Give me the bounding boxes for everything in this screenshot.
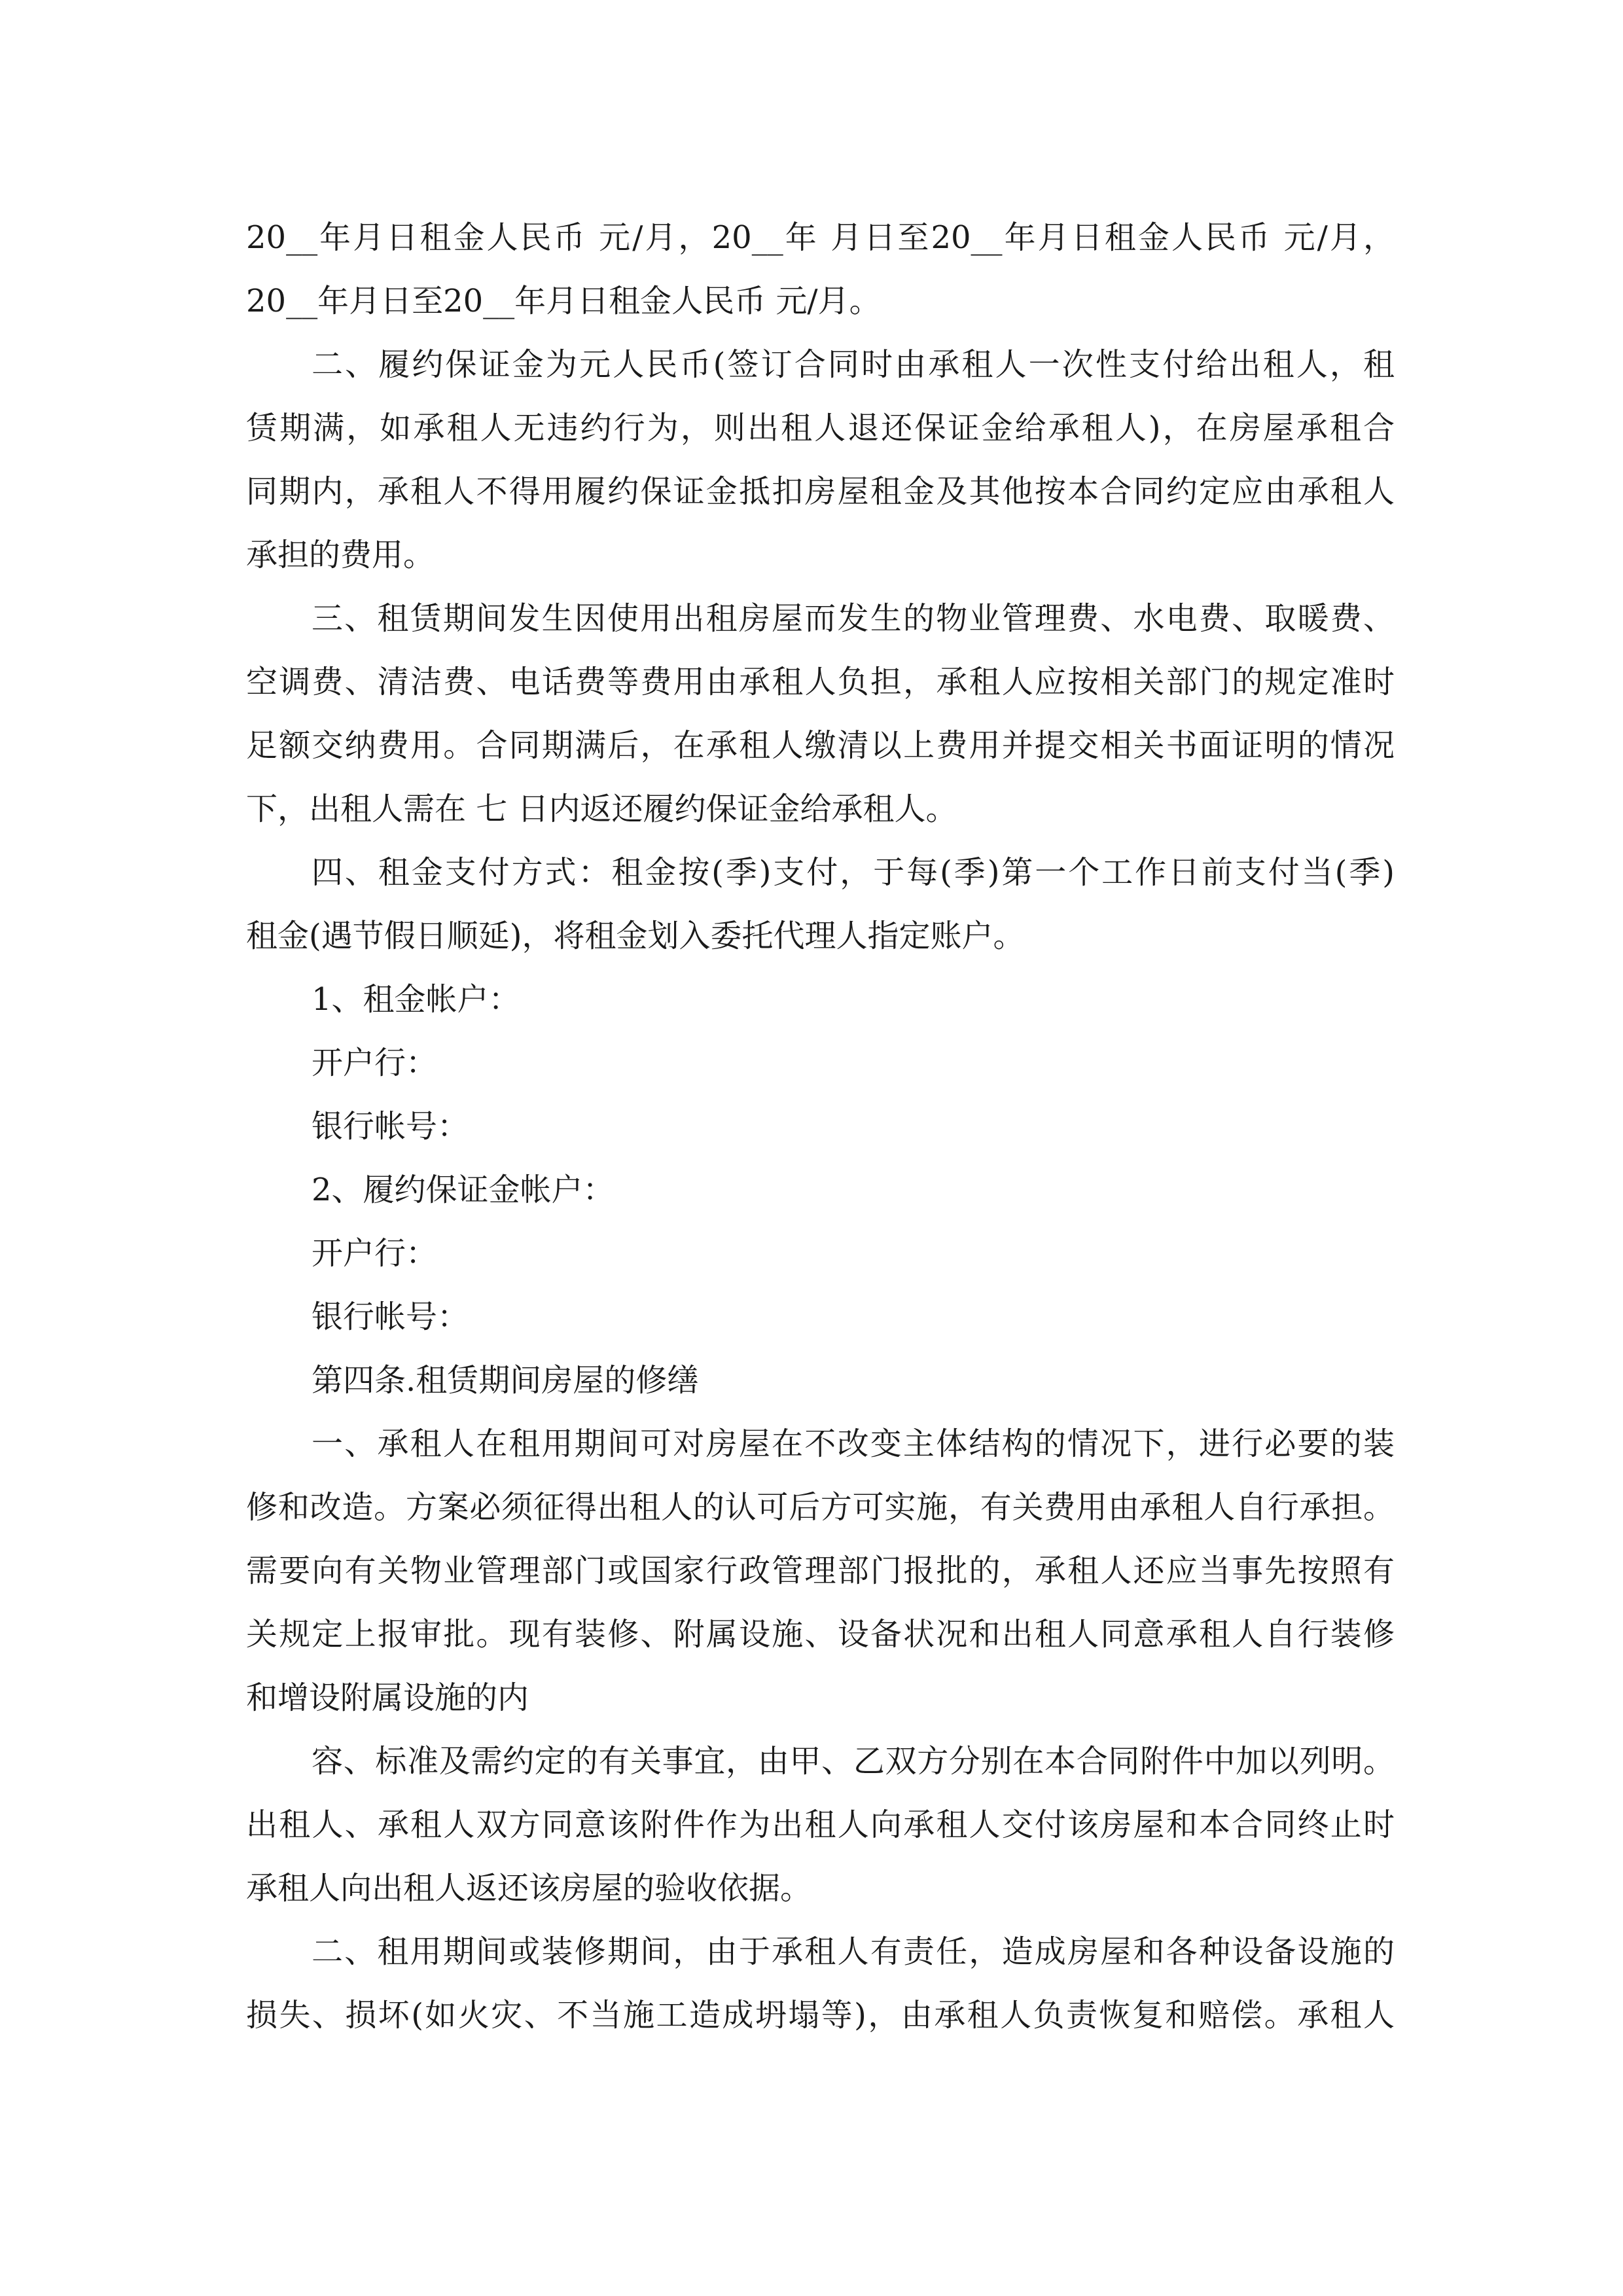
account-heading: 1、租金帐户： bbox=[312, 981, 520, 1018]
text-line: 和增设附属设施的内 bbox=[246, 1679, 529, 1716]
paragraph-start-line: 二、租用期间或装修期间，由于承租人有责任，造成房屋和各种设备设施的 bbox=[312, 1933, 1395, 1970]
paragraph-start-line: 容、标准及需约定的有关事宜，由甲、乙双方分别在本合同附件中加以列明。 bbox=[312, 1743, 1395, 1780]
bank-label: 开户行： bbox=[312, 1045, 438, 1081]
text-line: 赁期满，如承租人无违约行为，则出租人退还保证金给承租人)，在房屋承租合 bbox=[246, 410, 1395, 446]
text-line: 承担的费用。 bbox=[246, 537, 435, 573]
account-heading: 2、履约保证金帐户： bbox=[312, 1172, 615, 1208]
paragraph-start-line: 二、履约保证金为元人民币(签订合同时由承租人一次性支付给出租人，租 bbox=[312, 346, 1395, 383]
text-line: 修和改造。方案必须征得出租人的认可后方可实施，有关费用由承租人自行承担。 bbox=[246, 1489, 1395, 1526]
text-line: 需要向有关物业管理部门或国家行政管理部门报批的，承租人还应当事先按照有 bbox=[246, 1552, 1395, 1589]
paragraph-start-line: 一、承租人在租用期间可对房屋在不改变主体结构的情况下，进行必要的装 bbox=[312, 1426, 1395, 1462]
paragraph-start-line: 三、租赁期间发生因使用出租房屋而发生的物业管理费、水电费、取暖费、 bbox=[312, 600, 1395, 637]
text-line: 承租人向出租人返还该房屋的验收依据。 bbox=[246, 1870, 812, 1907]
text-line: 损失、损坏(如火灾、不当施工造成坍塌等)，由承租人负责恢复和赔偿。承租人 bbox=[246, 1997, 1395, 2034]
bank-label: 开户行： bbox=[312, 1235, 438, 1272]
text-line: 20__年月日租金人民币 元/月，20__年 月日至20__年月日租金人民币 元/月， bbox=[246, 219, 1395, 256]
text-line: 同期内，承租人不得用履约保证金抵扣房屋租金及其他按本合同约定应由承租人 bbox=[246, 473, 1395, 510]
account-number-label: 银行帐号： bbox=[312, 1299, 469, 1335]
text-line: 空调费、清洁费、电话费等费用由承租人负担，承租人应按相关部门的规定准时 bbox=[246, 664, 1395, 700]
text-line: 租金(遇节假日顺延)，将租金划入委托代理人指定账户。 bbox=[246, 918, 1025, 954]
text-line: 出租人、承租人双方同意该附件作为出租人向承租人交付该房屋和本合同终止时 bbox=[246, 1806, 1395, 1843]
text-line: 20__年月日至20__年月日租金人民币 元/月。 bbox=[246, 283, 881, 319]
section-heading: 第四条.租赁期间房屋的修缮 bbox=[312, 1362, 699, 1399]
document-page bbox=[246, 206, 1395, 2047]
text-line: 足额交纳费用。合同期满后，在承租人缴清以上费用并提交相关书面证明的情况 bbox=[246, 727, 1395, 764]
paragraph-start-line: 四、租金支付方式：租金按(季)支付，于每(季)第一个工作日前支付当(季) bbox=[312, 854, 1395, 891]
text-line: 下，出租人需在 七 日内返还履约保证金给承租人。 bbox=[246, 791, 957, 827]
text-line: 关规定上报审批。现有装修、附属设施、设备状况和出租人同意承租人自行装修 bbox=[246, 1616, 1395, 1653]
account-number-label: 银行帐号： bbox=[312, 1108, 469, 1145]
